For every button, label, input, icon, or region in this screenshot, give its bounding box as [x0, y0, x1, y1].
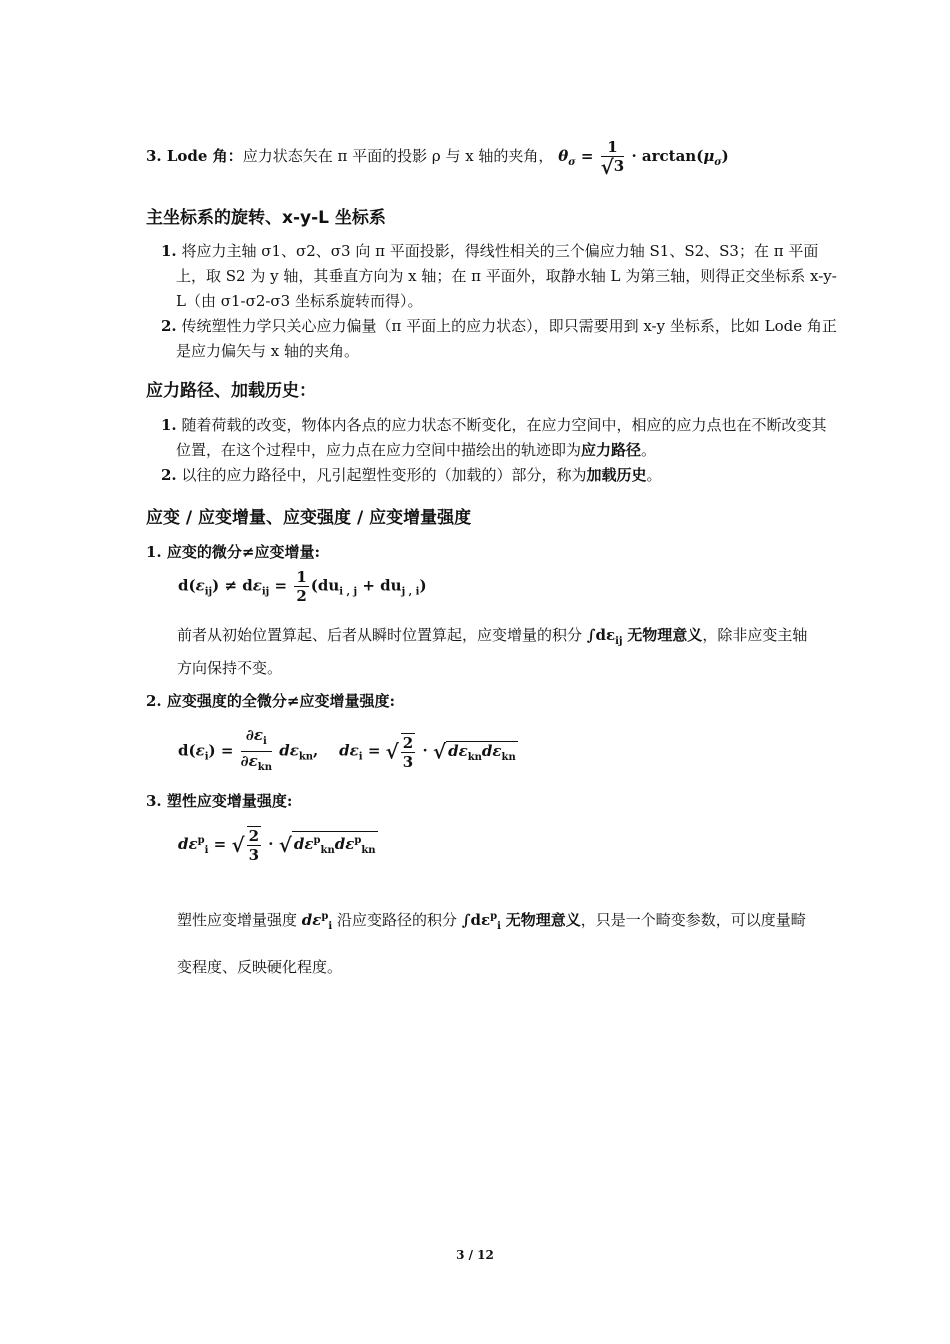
- path-item-1: 1. 随着荷载的改变，物体内各点的应力状态不断变化，在应力空间中，相应的应力点也在不断改变其位置，在这个过程中，应力点在应力空间中描绘出的轨迹即为应力路径。: [161, 416, 827, 459]
- rotation-item-2: 2. 传统塑性力学只关心应力偏量（π 平面上的应力状态），即只需要用到 x-y 坐标系，比如 Lode 角正是应力偏矢与 x 轴的夹角。: [161, 317, 837, 360]
- heading-strain: 应变 / 应变增量、应变强度 / 应变增量强度: [146, 508, 472, 528]
- strain-title-3: 3. 塑性应变增量强度:: [146, 792, 293, 810]
- rotation-item-1: 1. 将应力主轴 σ1、σ2、σ3 向 π 平面投影，得线性相关的三个偏应力轴 S1、S2、S3；在 π 平面上，取 S2 为 y 轴，其垂直方向为 x 轴；在 π 平面外，取静水轴 L 为第三轴，则得正交坐标系 x-y-L（由 σ1-σ2-σ3 坐标系旋转而得）。: [161, 242, 837, 310]
- page-number: 3 / 12: [456, 1248, 494, 1262]
- integral-symbol: $\int d\varepsilon_{ij}$: [586, 626, 623, 647]
- strain-title-1: 1. 应变的微分≠应变增量:: [146, 543, 320, 561]
- lode-text: 应力状态矢在 π 平面的投影 ρ 与 x 轴的夹角，: [242, 147, 554, 165]
- path-item-2: 2. 以往的应力路径中，凡引起塑性变形的（加载的）部分，称为加载历史。: [161, 466, 662, 484]
- heading-stress-path: 应力路径、加载历史：: [146, 381, 316, 401]
- strain-explanation-3: 塑性应变增量强度 $d\varepsilon^p_i$ 沿应变路径的积分 $\int d\varepsilon^p_i$ 无物理意义，只是一个畸变参数，可以度量畸变程度、反映硬化程度。: [177, 911, 806, 976]
- strain-equation-2: $d(\varepsilon_i)$ = $\frac{\partial\varepsilon_i}{\partial\varepsilon_{kn}}$ $d\varepsilon_{kn}$, $d\varepsilon_i$ = √ $\frac{2}{3}$ · √ $d\varepsilon_{kn}d\varepsilon_{kn}$: [178, 726, 516, 773]
- heading-coordinate-rotation: 主坐标系的旋转、x-y-L 坐标系: [146, 208, 386, 228]
- lode-formula: $\theta_\sigma$ = $\frac{1}{√3}$ · $\arctan(\mu_\sigma)$: [558, 138, 729, 179]
- strain-explanation-1: 前者从初始位置算起、后者从瞬时位置算起，应变增量的积分 $\int d\varepsilon_{ij}$ 无物理意义，除非应变主轴方向保持不变。: [177, 626, 808, 677]
- strain-equation-1: $d(\varepsilon_{ij}) \ne d\varepsilon_{ij}$ = $\frac{1}{2}$ $(du_{i , j} + du_{j , i})$: [178, 568, 427, 605]
- item-number: 3. Lode 角：: [146, 147, 243, 165]
- strain-equation-3: $d\varepsilon^p_i$ = √ $\frac{2}{3}$ · √ $d\varepsilon^p_{kn}d\varepsilon^p_{kn}$: [178, 827, 376, 864]
- lode-angle-line: [146, 138, 808, 179]
- strain-title-2: 2. 应变强度的全微分≠应变增量强度:: [146, 692, 395, 710]
